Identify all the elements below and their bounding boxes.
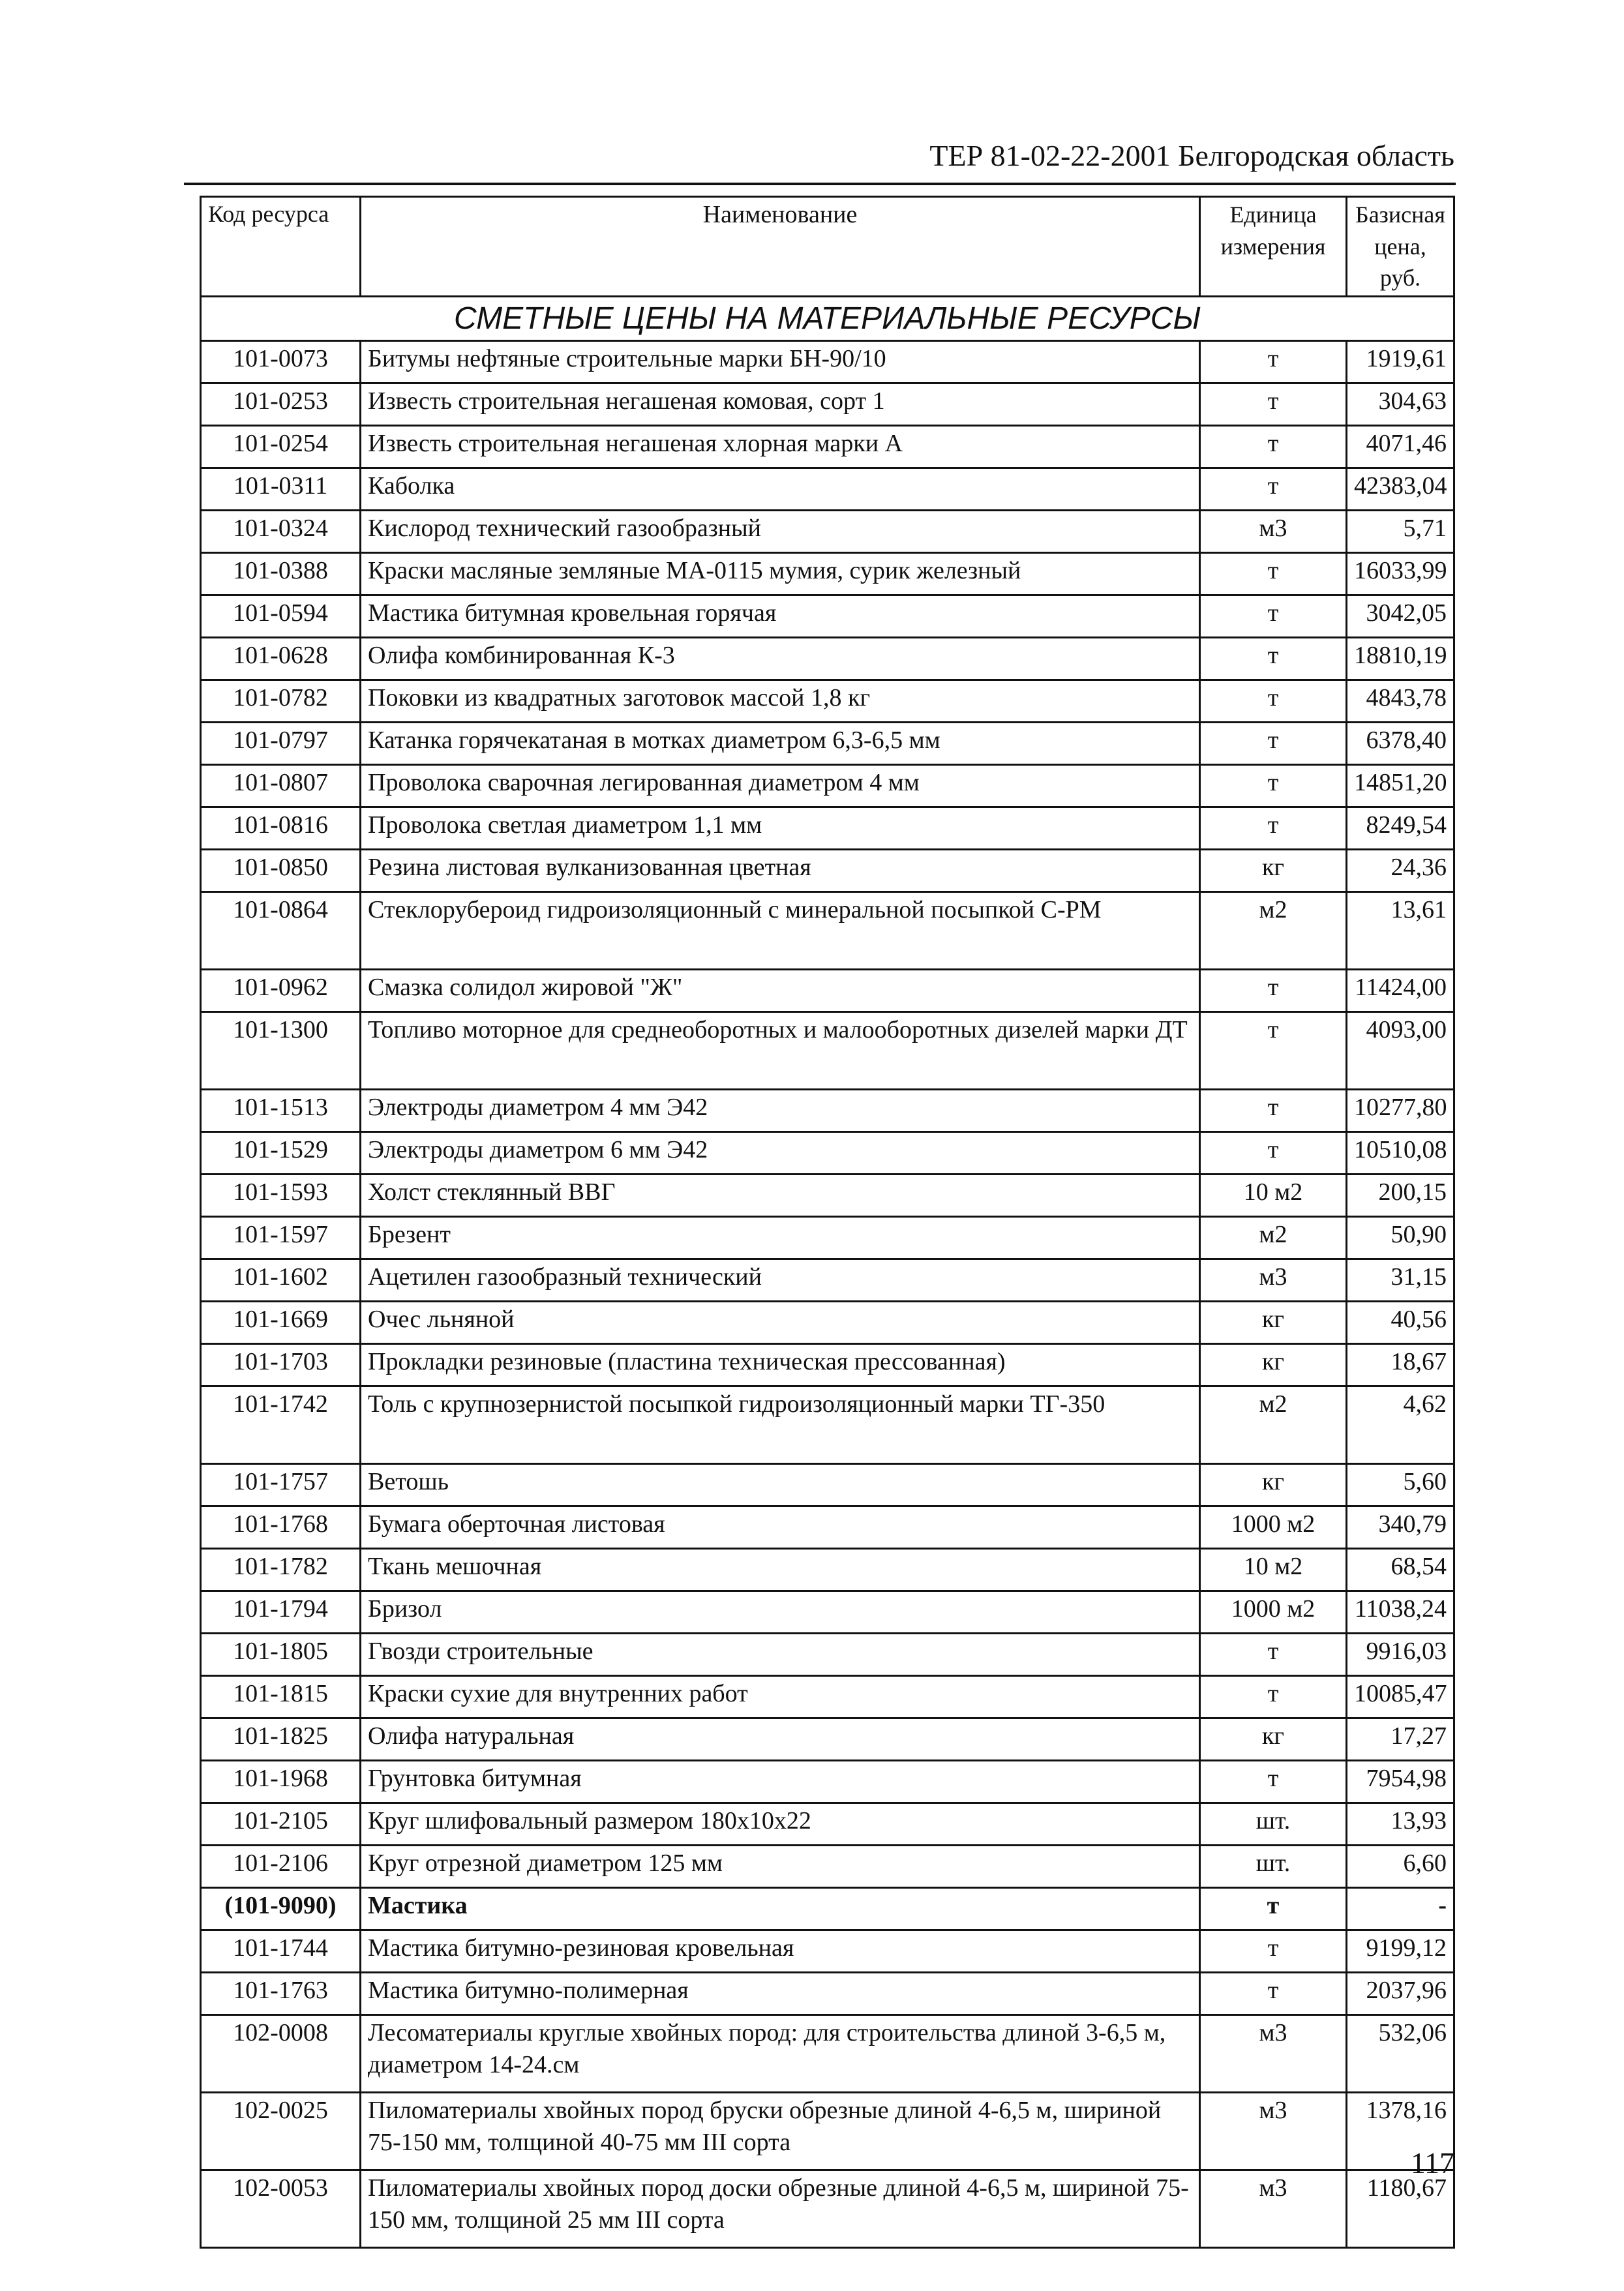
row-code: 101-0962 (201, 970, 361, 1012)
row-price: 18810,19 (1347, 638, 1454, 680)
row-price: 2037,96 (1347, 1973, 1454, 2015)
column-header-name: Наименование (361, 197, 1200, 297)
row-price: 1378,16 (1347, 2093, 1454, 2170)
row-code: 101-0782 (201, 680, 361, 723)
header-rule (184, 183, 1456, 185)
row-name: Известь строительная негашеная комовая, сорт 1 (361, 383, 1200, 426)
row-code: 101-1744 (201, 1930, 361, 1973)
row-name: Мастика (361, 1888, 1200, 1930)
row-code: 101-1300 (201, 1012, 361, 1090)
table-row (201, 468, 1454, 511)
row-code: 101-1782 (201, 1549, 361, 1591)
row-name: Гвозди строительные (361, 1634, 1200, 1676)
row-price: 10510,08 (1347, 1132, 1454, 1175)
row-name: Мастика битумно-резиновая кровельная (361, 1930, 1200, 1973)
row-code: (101-9090) (201, 1888, 361, 1930)
row-price: 10085,47 (1347, 1676, 1454, 1718)
row-price: 4093,00 (1347, 1012, 1454, 1090)
table-row (201, 1506, 1454, 1549)
row-name: Стеклорубероид гидроизоляционный с минеральной посыпкой С-РМ (361, 892, 1200, 970)
table-row (201, 1761, 1454, 1803)
table-header-row (201, 197, 1454, 297)
row-unit: т (1200, 765, 1347, 807)
row-name: Резина листовая вулканизованная цветная (361, 850, 1200, 892)
row-unit: м3 (1200, 2170, 1347, 2248)
table-row (201, 1012, 1454, 1090)
table-row (201, 1217, 1454, 1259)
row-unit: м2 (1200, 1217, 1347, 1259)
table-row (201, 426, 1454, 468)
row-code: 101-1794 (201, 1591, 361, 1634)
row-price: 8249,54 (1347, 807, 1454, 850)
table-row (201, 807, 1454, 850)
row-unit: 1000 м2 (1200, 1506, 1347, 1549)
row-code: 102-0025 (201, 2093, 361, 2170)
row-code: 101-0864 (201, 892, 361, 970)
row-name: Прокладки резиновые (пластина техническая прессованная) (361, 1344, 1200, 1386)
row-price: 4,62 (1347, 1386, 1454, 1464)
table-row (201, 1718, 1454, 1761)
table-row (201, 2015, 1454, 2093)
row-code: 101-1513 (201, 1090, 361, 1132)
row-code: 101-1597 (201, 1217, 361, 1259)
row-unit: 10 м2 (1200, 1175, 1347, 1217)
row-name: Ацетилен газообразный технический (361, 1259, 1200, 1302)
row-price: 6378,40 (1347, 723, 1454, 765)
section-row (201, 296, 1454, 340)
row-unit: м3 (1200, 2015, 1347, 2093)
row-price: 532,06 (1347, 2015, 1454, 2093)
row-code: 101-1593 (201, 1175, 361, 1217)
row-price: 340,79 (1347, 1506, 1454, 1549)
row-name: Круг шлифовальный размером 180х10х22 (361, 1803, 1200, 1846)
row-unit: т (1200, 1012, 1347, 1090)
row-name: Грунтовка битумная (361, 1761, 1200, 1803)
row-code: 101-0797 (201, 723, 361, 765)
row-name: Кислород технический газообразный (361, 511, 1200, 553)
row-code: 101-0388 (201, 553, 361, 595)
row-code: 101-0594 (201, 595, 361, 638)
row-unit: т (1200, 970, 1347, 1012)
table-row (201, 1973, 1454, 2015)
row-code: 101-0816 (201, 807, 361, 850)
row-code: 101-0253 (201, 383, 361, 426)
row-code: 101-1602 (201, 1259, 361, 1302)
table-row (201, 2093, 1454, 2170)
row-price: 5,71 (1347, 511, 1454, 553)
table-row (201, 341, 1454, 383)
table-row (201, 1888, 1454, 1930)
row-unit: т (1200, 595, 1347, 638)
row-name: Круг отрезной диаметром 125 мм (361, 1846, 1200, 1888)
row-name: Лесоматериалы круглые хвойных пород: для строительства длиной 3-6,5 м, диаметром 14-24.см (361, 2015, 1200, 2093)
row-price: 17,27 (1347, 1718, 1454, 1761)
row-unit: т (1200, 553, 1347, 595)
row-price: 9916,03 (1347, 1634, 1454, 1676)
row-name: Бризол (361, 1591, 1200, 1634)
row-unit: т (1200, 341, 1347, 383)
row-unit: т (1200, 383, 1347, 426)
table-row (201, 553, 1454, 595)
row-price: 5,60 (1347, 1464, 1454, 1506)
row-price: 13,61 (1347, 892, 1454, 970)
row-name: Пиломатериалы хвойных пород бруски обрезные длиной 4-6,5 м, шириной 75-150 мм, толщиной 40-75 мм III сорта (361, 2093, 1200, 2170)
table-row (201, 1591, 1454, 1634)
table-body (201, 341, 1454, 2248)
row-unit: шт. (1200, 1803, 1347, 1846)
row-name: Смазка солидол жировой "Ж" (361, 970, 1200, 1012)
row-unit: т (1200, 638, 1347, 680)
row-price: 1180,67 (1347, 2170, 1454, 2248)
row-name: Битумы нефтяные строительные марки БН-90/10 (361, 341, 1200, 383)
row-code: 101-1815 (201, 1676, 361, 1718)
table-row (201, 1464, 1454, 1506)
table-row (201, 1175, 1454, 1217)
table-row (201, 892, 1454, 970)
row-unit: т (1200, 1930, 1347, 1973)
row-unit: кг (1200, 1718, 1347, 1761)
row-name: Очес льняной (361, 1302, 1200, 1344)
row-price: 31,15 (1347, 1259, 1454, 1302)
row-name: Холст стеклянный ВВГ (361, 1175, 1200, 1217)
row-name: Олифа комбинированная К-3 (361, 638, 1200, 680)
row-price: 9199,12 (1347, 1930, 1454, 1973)
table-row (201, 1386, 1454, 1464)
table-row (201, 1132, 1454, 1175)
row-name: Брезент (361, 1217, 1200, 1259)
row-price: 14851,20 (1347, 765, 1454, 807)
table-row (201, 638, 1454, 680)
row-price: 1919,61 (1347, 341, 1454, 383)
row-code: 101-1529 (201, 1132, 361, 1175)
row-code: 101-0311 (201, 468, 361, 511)
page-number: 117 (1410, 2146, 1454, 2179)
row-unit: кг (1200, 1464, 1347, 1506)
row-code: 102-0008 (201, 2015, 361, 2093)
row-code: 101-1742 (201, 1386, 361, 1464)
row-unit: т (1200, 1676, 1347, 1718)
row-price: 6,60 (1347, 1846, 1454, 1888)
row-code: 101-1757 (201, 1464, 361, 1506)
row-name: Известь строительная негашеная хлорная марки А (361, 426, 1200, 468)
row-name: Толь с крупнозернистой посыпкой гидроизоляционный марки ТГ-350 (361, 1386, 1200, 1464)
row-unit: кг (1200, 850, 1347, 892)
row-unit: т (1200, 1761, 1347, 1803)
table-row (201, 1634, 1454, 1676)
row-code: 101-1805 (201, 1634, 361, 1676)
row-unit: кг (1200, 1302, 1347, 1344)
section-title: СМЕТНЫЕ ЦЕНЫ НА МАТЕРИАЛЬНЫЕ РЕСУРСЫ (201, 296, 1454, 340)
row-name: Олифа натуральная (361, 1718, 1200, 1761)
column-header-price: Базисная цена, руб. (1347, 197, 1454, 297)
row-price: 50,90 (1347, 1217, 1454, 1259)
row-code: 101-0254 (201, 426, 361, 468)
row-code: 101-0073 (201, 341, 361, 383)
row-name: Поковки из квадратных заготовок массой 1,8 кг (361, 680, 1200, 723)
row-price: 24,36 (1347, 850, 1454, 892)
row-unit: м3 (1200, 1259, 1347, 1302)
row-price: 3042,05 (1347, 595, 1454, 638)
table-row (201, 1302, 1454, 1344)
row-price: 4071,46 (1347, 426, 1454, 468)
row-code: 101-2105 (201, 1803, 361, 1846)
row-code: 101-1703 (201, 1344, 361, 1386)
row-name: Бумага оберточная листовая (361, 1506, 1200, 1549)
row-unit: т (1200, 807, 1347, 850)
row-code: 101-1825 (201, 1718, 361, 1761)
row-name: Ветошь (361, 1464, 1200, 1506)
row-price: 11424,00 (1347, 970, 1454, 1012)
row-unit: шт. (1200, 1846, 1347, 1888)
table-row (201, 1344, 1454, 1386)
row-name: Электроды диаметром 6 мм Э42 (361, 1132, 1200, 1175)
table-row (201, 1259, 1454, 1302)
row-name: Электроды диаметром 4 мм Э42 (361, 1090, 1200, 1132)
row-unit: т (1200, 680, 1347, 723)
row-name: Ткань мешочная (361, 1549, 1200, 1591)
row-unit: т (1200, 723, 1347, 765)
row-unit: т (1200, 1132, 1347, 1175)
table-row (201, 511, 1454, 553)
row-unit: т (1200, 1973, 1347, 2015)
row-price: 4843,78 (1347, 680, 1454, 723)
row-unit: т (1200, 1634, 1347, 1676)
row-unit: т (1200, 426, 1347, 468)
row-unit: м3 (1200, 511, 1347, 553)
table-row (201, 970, 1454, 1012)
table-row (201, 1803, 1454, 1846)
table-row (201, 680, 1454, 723)
table-row (201, 1090, 1454, 1132)
row-price: - (1347, 1888, 1454, 1930)
table-row (201, 850, 1454, 892)
table-row (201, 2170, 1454, 2248)
column-header-code: Код ресурса (201, 197, 361, 297)
row-price: 42383,04 (1347, 468, 1454, 511)
row-price: 11038,24 (1347, 1591, 1454, 1634)
table-row (201, 723, 1454, 765)
row-code: 101-1968 (201, 1761, 361, 1803)
row-name: Краски масляные земляные МА-0115 мумия, сурик железный (361, 553, 1200, 595)
row-code: 101-1763 (201, 1973, 361, 2015)
row-name: Катанка горячекатаная в мотках диаметром 6,3-6,5 мм (361, 723, 1200, 765)
table-row (201, 1549, 1454, 1591)
row-name: Топливо моторное для среднеоборотных и малооборотных дизелей марки ДТ (361, 1012, 1200, 1090)
column-header-unit: Единица измерения (1200, 197, 1347, 297)
row-code: 101-0324 (201, 511, 361, 553)
row-name: Проволока сварочная легированная диаметром 4 мм (361, 765, 1200, 807)
row-code: 101-2106 (201, 1846, 361, 1888)
row-price: 68,54 (1347, 1549, 1454, 1591)
table-row (201, 1676, 1454, 1718)
table-row (201, 1846, 1454, 1888)
row-code: 101-1768 (201, 1506, 361, 1549)
row-unit: т (1200, 1090, 1347, 1132)
row-price: 304,63 (1347, 383, 1454, 426)
row-unit: т (1200, 1888, 1347, 1930)
row-code: 101-0807 (201, 765, 361, 807)
row-unit: 1000 м2 (1200, 1591, 1347, 1634)
row-unit: т (1200, 468, 1347, 511)
row-unit: 10 м2 (1200, 1549, 1347, 1591)
page-header-title: ТЕР 81-02-22-2001 Белгородская область (929, 139, 1454, 172)
table-row (201, 765, 1454, 807)
row-unit: м2 (1200, 892, 1347, 970)
row-name: Проволока светлая диаметром 1,1 мм (361, 807, 1200, 850)
row-price: 16033,99 (1347, 553, 1454, 595)
row-name: Мастика битумная кровельная горячая (361, 595, 1200, 638)
row-name: Пиломатериалы хвойных пород доски обрезные длиной 4-6,5 м, шириной 75-150 мм, толщиной 25 мм III сорта (361, 2170, 1200, 2248)
table-row (201, 595, 1454, 638)
row-price: 18,67 (1347, 1344, 1454, 1386)
resource-price-table (200, 196, 1455, 2249)
row-price: 10277,80 (1347, 1090, 1454, 1132)
row-name: Каболка (361, 468, 1200, 511)
row-price: 40,56 (1347, 1302, 1454, 1344)
row-price: 200,15 (1347, 1175, 1454, 1217)
row-unit: м3 (1200, 2093, 1347, 2170)
row-code: 101-0628 (201, 638, 361, 680)
row-name: Краски сухие для внутренних работ (361, 1676, 1200, 1718)
table-row (201, 1930, 1454, 1973)
row-unit: кг (1200, 1344, 1347, 1386)
table-row (201, 383, 1454, 426)
row-price: 7954,98 (1347, 1761, 1454, 1803)
row-code: 102-0053 (201, 2170, 361, 2248)
row-code: 101-1669 (201, 1302, 361, 1344)
row-unit: м2 (1200, 1386, 1347, 1464)
row-code: 101-0850 (201, 850, 361, 892)
row-name: Мастика битумно-полимерная (361, 1973, 1200, 2015)
row-price: 13,93 (1347, 1803, 1454, 1846)
